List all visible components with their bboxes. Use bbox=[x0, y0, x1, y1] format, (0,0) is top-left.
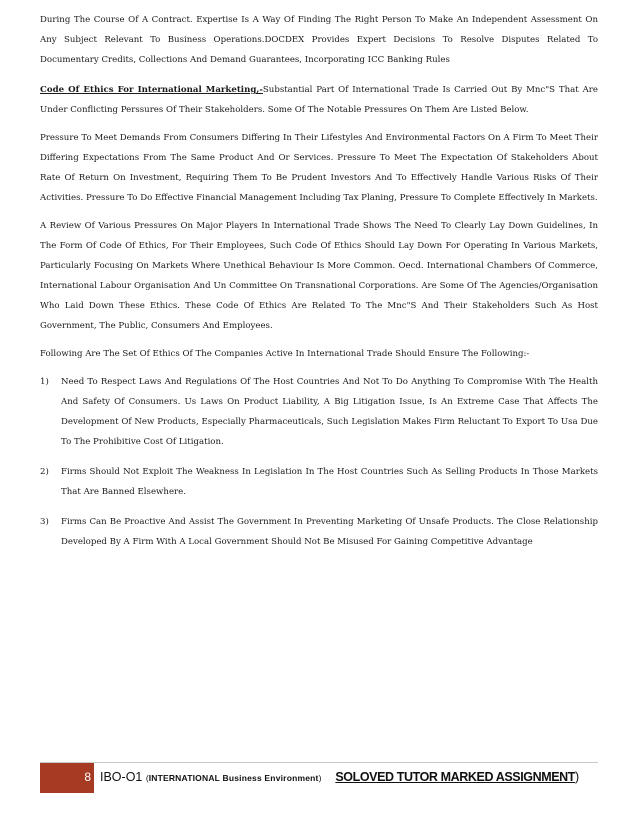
paragraph-code-of-ethics bbox=[40, 80, 598, 120]
ethics-list bbox=[40, 372, 598, 552]
list-item-number: 3) bbox=[40, 517, 49, 527]
subject-name: INTERNATIONAL Business Environment bbox=[148, 773, 319, 783]
paren-close: ) bbox=[318, 773, 322, 783]
list-item-number: 2) bbox=[40, 467, 49, 477]
footer-text bbox=[100, 770, 579, 784]
list-item bbox=[40, 462, 598, 502]
list-item-number: 1) bbox=[40, 377, 49, 387]
assignment-title: SOLOVED TUTOR MARKED ASSIGNMENT bbox=[335, 770, 576, 784]
paragraph-following: Following Are The Set Of Ethics Of The Companies Active In International Trade Should Ensure The Following:- bbox=[40, 349, 530, 359]
paragraph-docdex: During The Course Of A Contract. Expertise Is A Way Of Finding The Right Person To Make An Independent Assessment On Any Subject Relevant To Business Operations.DOCDEX Provides Expert Decisions To Resolve Disputes Related To Documentary Credits, Collections And Demand Guarantees, Incorporating ICC Banking Rules bbox=[40, 15, 598, 65]
document-page bbox=[40, 10, 598, 562]
section-heading: Code Of Ethics For International Marketing,- bbox=[40, 85, 263, 95]
list-item bbox=[40, 372, 598, 452]
list-item-text: Need To Respect Laws And Regulations Of The Host Countries And Not To Do Anything To Compromise With The Health And Safety Of Consumers. Us Laws On Product Liability, A Big Litigation Issue, Is An Extreme Case That Affects The Development Of New Products, Especially Pharmaceuticals, Such Legislation Makes Firm Reluctant To Export To Usa Due To The Prohibitive Cost Of Litigation. bbox=[61, 377, 598, 447]
list-item bbox=[40, 512, 598, 552]
page-number: 8 bbox=[40, 763, 94, 793]
section-heading-body: Substantial Part Of International Trade Is Carried Out By Mnc"S That Are Under Conflicting Perssures Of Their Stakeholders. Some Of The Notable Pressures On Them Are Listed Below. bbox=[40, 85, 598, 115]
course-code: IBO-O1 bbox=[100, 770, 146, 784]
paragraph-review: A Review Of Various Pressures On Major Players In International Trade Shows The Need To Clearly Lay Down Guidelines, In The Form Of Code Of Ethics, For Their Employees, Such Code Of Ethics Should Lay Down For Operating In Various Markets, Particularly Focusing On Markets Where Unethical Behaviour Is More Common. Oecd. International Chambers Of Commerce, International Labour Organisation And Un Committee On Transnational Corporations. Are Some Of The Agencies/Organisation Who Laid Down These Ethics. These Code Of Ethics Are Related To The Mnc"S And Their Stakeholders Such As Host Government, The Public, Consumers And Employees. bbox=[40, 221, 598, 331]
list-item-text: Firms Can Be Proactive And Assist The Government In Preventing Marketing Of Unsafe Products. The Close Relationship Developed By A Firm With A Local Government Should Not Be Misused For Gaining Competitive Advantage bbox=[61, 517, 598, 547]
paren-open: ( bbox=[145, 773, 149, 783]
list-item-text: Firms Should Not Exploit The Weakness In Legislation In The Host Countries Such As Selling Products In Those Markets That Are Banned Elsewhere. bbox=[61, 467, 598, 497]
page-footer bbox=[40, 762, 598, 793]
closing-paren: ) bbox=[575, 770, 580, 784]
paragraph-pressures: Pressure To Meet Demands From Consumers Differing In Their Lifestyles And Environmental Factors On A Firm To Meet Their Differing Expectations From The Same Product And Or Services. Pressure To Meet The Expectation Of Stakeholders About Rate Of Return On Investment, Requiring Them To Be Prudent Investors And To Effectively Handle Various Risks Of Their Activities. Pressure To Do Effective Financial Management Including Tax Planing, Pressure To Complete Effectively In Markets. bbox=[40, 133, 598, 203]
